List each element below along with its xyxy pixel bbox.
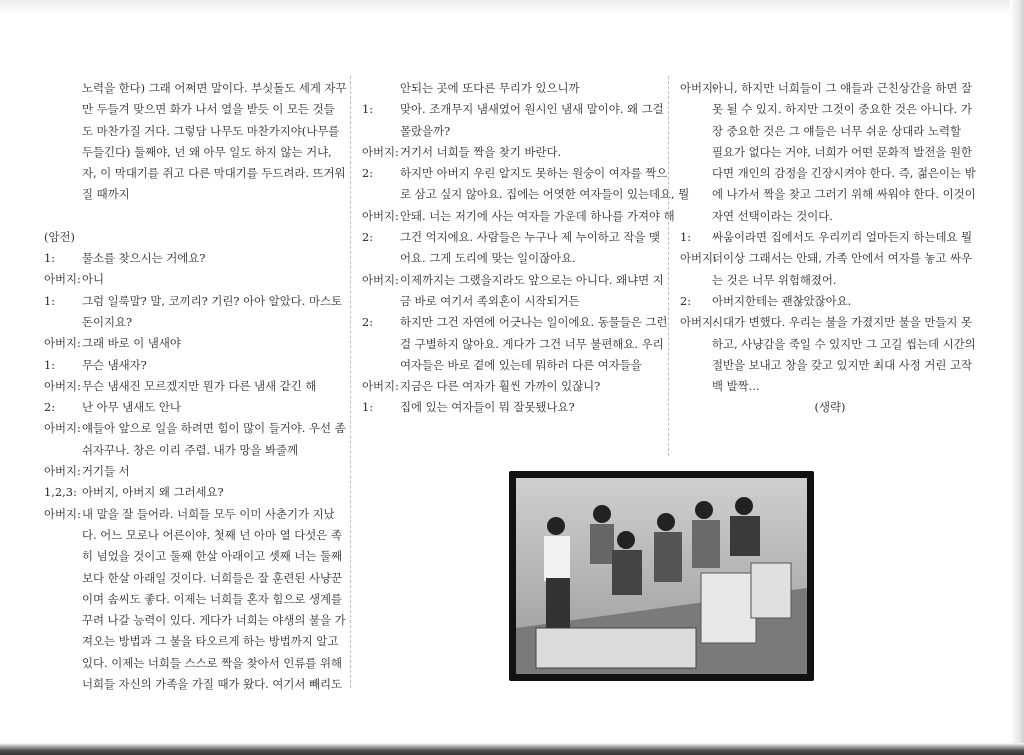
- line-text: 두들긴다) 둘째야, 넌 왜 아무 일도 하지 않는 거냐,: [82, 144, 332, 159]
- scan-top-edge: [0, 0, 1024, 14]
- dialogue-line: [44, 269, 344, 290]
- stage-direction-line: [44, 163, 344, 184]
- dialogue-text: 그래 바로 이 냄새야: [82, 336, 181, 351]
- dialogue-line: [44, 291, 344, 312]
- stage-direction-line: [44, 121, 344, 142]
- speaker-label: 1:: [44, 251, 56, 266]
- dialogue-line: [362, 121, 662, 142]
- dialogue-text: 아니: [82, 272, 105, 287]
- dialogue-line: [362, 291, 662, 312]
- dialogue-text: 지금은 다른 여자가 훨씬 가까이 있잖니?: [400, 379, 601, 394]
- dialogue-text: 거기서 너희들 짝을 찾기 바란다.: [400, 144, 562, 159]
- speaker-label: 아버지:: [44, 378, 81, 393]
- speaker-label: 2:: [362, 230, 374, 245]
- rehearsal-photo: [509, 471, 814, 681]
- dialogue-text: 필요가 없다는 거야, 너희가 어떤 문화적 발전을 원한: [712, 144, 973, 159]
- speaker-label: 아버지:: [362, 144, 399, 159]
- dialogue-line: [680, 206, 980, 227]
- dialogue-line: [362, 270, 662, 291]
- dialogue-text: 더이상 그래서는 안돼, 가족 안에서 여자를 놓고 싸우: [712, 251, 973, 266]
- dialogue-line: [680, 78, 980, 99]
- line-text: 도 마찬가질 거다. 그렇담 나무도 마찬가지야(나무를: [82, 123, 340, 138]
- speaker-label: 아버지:: [680, 251, 717, 266]
- dialogue-text: 히 넘었을 것이고 둘째 한살 아래이고 셋째 너는 둘째: [82, 549, 343, 564]
- ending-note: (생략): [814, 400, 846, 415]
- dialogue-text: 난 아무 냄새도 안나: [82, 400, 181, 415]
- dialogue-text: 어요. 그게 도리에 맞는 일이잖아요.: [400, 251, 576, 266]
- dialogue-line: [44, 248, 344, 269]
- line-text: 질 때까지: [82, 187, 130, 202]
- speaker-label: 아버지:: [362, 272, 399, 287]
- dialogue-text: 맞아. 조개무지 냄새였어 원시인 냄새 말이야. 왜 그걸: [400, 102, 664, 117]
- column-1: [44, 78, 347, 695]
- speaker-label: 아버지:: [44, 464, 81, 479]
- dialogue-line: [44, 418, 344, 439]
- dialogue-line: [44, 397, 344, 418]
- dialogue-line: [680, 227, 980, 248]
- column-divider: [668, 76, 669, 456]
- dialogue-text: 꾸려 나갈 능력이 있다. 게다가 너희는 야생의 불을 가: [82, 613, 346, 628]
- speaker-label: 아버지:: [44, 421, 81, 436]
- dialogue-line: [44, 525, 344, 546]
- dialogue-line: [362, 206, 675, 227]
- dialogue-line: [362, 376, 662, 397]
- speaker-label: 1,2,3:: [44, 485, 77, 500]
- speaker-label: 1:: [362, 102, 374, 117]
- dialogue-line: [680, 142, 980, 163]
- dialogue-line: [362, 78, 662, 99]
- stage-direction-line: [44, 78, 347, 99]
- dialogue-line: [362, 142, 662, 163]
- dialogue-line: [362, 355, 662, 376]
- dialogue-text: 하지만 그건 자연에 어긋나는 일이에요. 동물들은 그런: [400, 315, 668, 330]
- section-heading: (암전): [44, 229, 75, 244]
- dialogue-text: 돈이지요?: [82, 314, 133, 329]
- dialogue-text: 거기들 서: [82, 464, 130, 479]
- dialogue-line: [44, 674, 344, 695]
- dialogue-text: 내 말을 잘 들어라. 너희들 모두 이미 사춘기가 지났: [82, 506, 335, 521]
- dialogue-text: 이제까지는 그랬을지라도 앞으로는 아니다. 왜냐면 지: [400, 272, 664, 287]
- dialogue-text: 이며 솜씨도 좋다. 이제는 너희들 혼자 힘으로 생계를: [82, 591, 343, 606]
- dialogue-text: 물소를 찾으시는 거에요?: [82, 251, 206, 266]
- speaker-label: 아버지:: [680, 315, 717, 330]
- speaker-label: 2:: [362, 315, 374, 330]
- dialogue-text: 너희들 자신의 가족을 가질 때가 왔다. 여기서 빼리도: [82, 677, 343, 692]
- speaker-label: 아버지:: [362, 208, 399, 223]
- dialogue-line: [680, 163, 980, 184]
- dialogue-text: 에 나가서 짝을 찾고 그러기 위해 싸워야 한다. 이것이: [712, 187, 976, 202]
- dialogue-text: 안되는 곳에 또다른 무리가 있으니까: [400, 81, 580, 95]
- dialogue-line: [680, 184, 980, 205]
- line-text: 노력을 한다) 그래 어쩌면 말이다. 부싯돌도 세게 자꾸: [82, 81, 347, 95]
- speaker-label: 아버지:: [44, 336, 81, 351]
- dialogue-text: 있다. 이제는 너희들 스스로 짝을 찾아서 인류를 위해: [82, 655, 343, 670]
- dialogue-line: [44, 653, 344, 674]
- dialogue-text: 보다 한살 아래일 것이다. 너희들은 잘 훈련된 사냥꾼: [82, 570, 343, 585]
- column-2: [362, 78, 690, 419]
- dialogue-text: 장 중요한 것은 그 얘들은 너무 쉬운 상대라 노력할: [712, 123, 962, 138]
- dialogue-text: 백 발짝...: [712, 379, 760, 394]
- photograph-icon: [516, 478, 807, 674]
- dialogue-text: 아버지한테는 괜찮았잖아요.: [712, 293, 852, 308]
- dialogue-text: 는 것은 너무 위험해졌어.: [712, 272, 837, 287]
- line-text: 자, 이 막대기를 쥐고 다른 막대기를 두드려라. 뜨거워: [82, 166, 346, 181]
- dialogue-line: [44, 333, 344, 354]
- dialogue-line: [680, 334, 980, 355]
- scan-bottom-edge: [0, 743, 1024, 755]
- speaker-label: 아버지:: [44, 506, 81, 521]
- dialogue-text: 걸 구별하지 않아요. 게다가 그건 너무 불편해요. 우리: [400, 336, 664, 351]
- dialogue-line: [44, 546, 344, 567]
- dialogue-line: [44, 312, 344, 333]
- dialogue-line: [362, 248, 662, 269]
- dialogue-line: [362, 397, 662, 418]
- dialogue-text: 시대가 변했다. 우리는 불을 가졌지만 불을 만들지 못: [712, 315, 973, 330]
- dialogue-text: 절반을 보내고 창을 갖고 있지만 최대 사정 거린 고작: [712, 357, 973, 372]
- dialogue-line: [44, 482, 344, 503]
- dialogue-text: 집에 있는 여자들이 뭐 잘못됐나요?: [400, 400, 575, 415]
- dialogue-text: 무슨 냄새자?: [82, 357, 147, 372]
- speaker-label: 1:: [44, 293, 56, 308]
- dialogue-text: 하지만 아버지 우린 알지도 못하는 원숭이 여자를 짝으: [400, 166, 668, 181]
- dialogue-line: [362, 312, 668, 333]
- dialogue-line: [44, 440, 344, 461]
- dialogue-line: [680, 270, 980, 291]
- stage-direction-line: [44, 99, 344, 120]
- dialogue-text: 그럼 일룩말? 말, 코끼리? 기린? 아아 알았다. 마스토: [82, 293, 342, 308]
- dialogue-line: [362, 227, 662, 248]
- column-3: [680, 78, 980, 419]
- dialogue-line: [680, 355, 980, 376]
- line-text: 만 두들겨 맞으면 화가 나서 열을 받듯 이 모든 것들: [82, 102, 335, 117]
- dialogue-text: 여자들은 바로 곁에 있는데 뭐하러 다른 여자들을: [400, 357, 642, 372]
- dialogue-text: 얘들아 앞으로 일을 하려면 힘이 많이 들거야. 우선 좀: [82, 421, 346, 436]
- dialogue-text: 져오는 방법과 그 불을 타오르게 하는 방법까지 알고: [82, 634, 339, 649]
- dialogue-text: 다. 어느 모로나 어른이야. 첫째 넌 아마 열 다섯은 족: [82, 527, 342, 542]
- speaker-label: 아버지:: [680, 81, 717, 95]
- dialogue-line: [44, 589, 344, 610]
- speaker-label: 2:: [44, 400, 56, 415]
- dialogue-line: [44, 631, 344, 652]
- dialogue-text: 아버지, 아버지 왜 그러세요?: [82, 485, 224, 500]
- dialogue-text: 하고, 사냥감을 죽일 수 있지만 그 고길 씹는데 시간의: [712, 336, 976, 351]
- dialogue-text: 무슨 냄새진 모르겠지만 뭔가 다른 냄새 같긴 해: [82, 378, 317, 393]
- dialogue-text: 그건 억지에요. 사람들은 누구나 제 누이하고 작을 맺: [400, 230, 661, 245]
- dialogue-line: [680, 248, 980, 269]
- dialogue-line: [680, 291, 980, 312]
- dialogue-line: [44, 504, 344, 525]
- dialogue-line: [44, 461, 344, 482]
- dialogue-text: 자연 선택이라는 것이다.: [712, 208, 833, 223]
- speaker-label: 1:: [362, 400, 374, 415]
- dialogue-text: 안돼. 너는 저기에 사는 여자들 가운데 하나를 가져야 해: [400, 208, 675, 223]
- speaker-label: 2:: [680, 293, 692, 308]
- dialogue-line: [680, 376, 980, 397]
- paragraph-gap: [44, 206, 344, 227]
- dialogue-line: [680, 121, 980, 142]
- speaker-label: 2:: [362, 166, 374, 181]
- dialogue-text: 금 바로 여기서 족외혼이 시작되거든: [400, 293, 580, 308]
- speaker-label: 아버지:: [362, 379, 399, 394]
- column-divider: [350, 76, 351, 688]
- dialogue-text: 다면 개인의 감정을 긴장시켜야 한다. 즉, 젊은이는 밖: [712, 166, 976, 181]
- dialogue-line: [680, 99, 980, 120]
- dialogue-text: 싸움이라면 집에서도 우리끼리 얼마든지 하는데요 뭘: [712, 230, 973, 245]
- stage-direction-line: [44, 142, 344, 163]
- dialogue-line: [362, 334, 662, 355]
- stage-direction-line: [44, 184, 344, 205]
- dialogue-text: 아니, 하지만 너희들이 그 얘들과 근친상간을 하면 잘: [712, 81, 973, 95]
- dialogue-text: 몰랐을까?: [400, 123, 451, 138]
- scan-right-edge: [1010, 0, 1024, 755]
- dialogue-line: [44, 610, 344, 631]
- dialogue-line: [44, 355, 344, 376]
- speaker-label: 아버지:: [44, 272, 81, 287]
- dialogue-line: [44, 568, 344, 589]
- dialogue-line: [44, 376, 344, 397]
- dialogue-line: [362, 163, 668, 184]
- dialogue-line: [362, 184, 690, 205]
- dialogue-line: [680, 312, 980, 333]
- dialogue-text: 로 삼고 싶지 않아요. 집에는 어엿한 여자들이 있는데요, 뭘: [400, 187, 690, 202]
- speaker-label: 1:: [44, 357, 56, 372]
- speaker-label: 1:: [680, 230, 692, 245]
- dialogue-text: 쉬자꾸나. 창은 이리 주렴. 내가 망을 봐줄께: [82, 442, 299, 457]
- dialogue-line: [362, 99, 662, 120]
- dialogue-text: 못 될 수 있지. 하지만 그것이 중요한 것은 아니다. 가: [712, 102, 972, 117]
